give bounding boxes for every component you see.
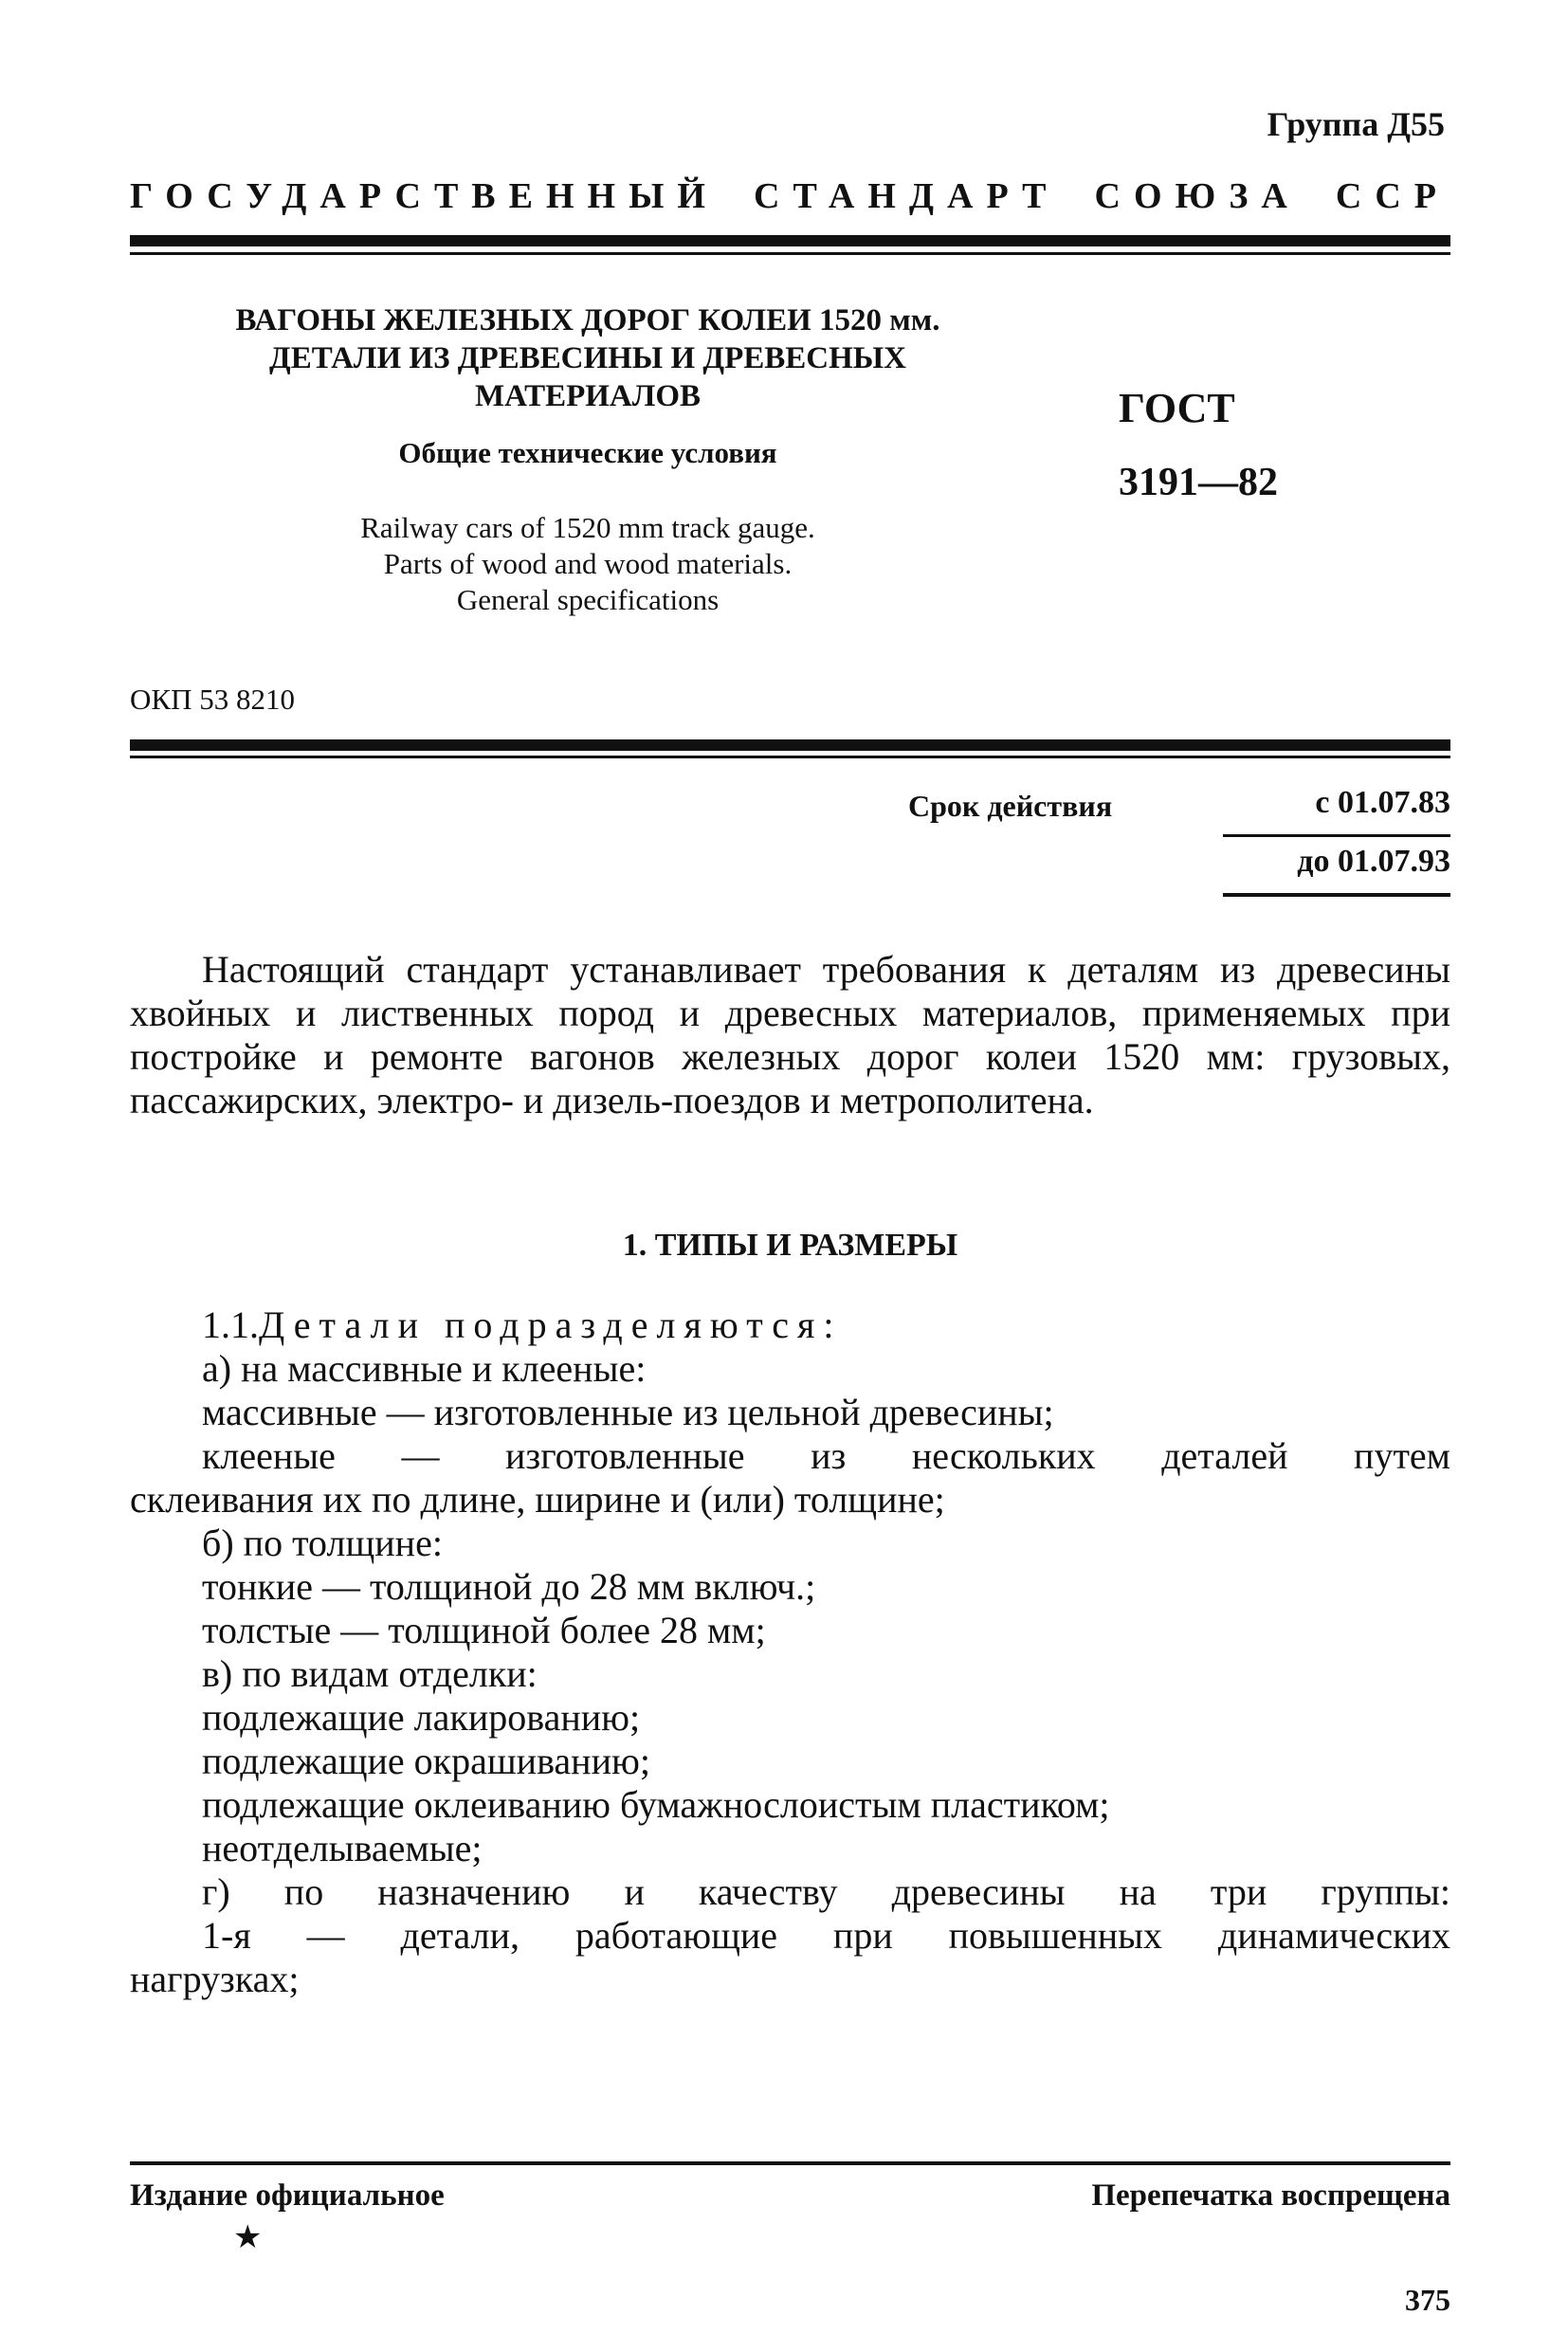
state-standard-word: ГОСУДАРСТВЕННЫЙ bbox=[130, 176, 719, 216]
list-item: толстые — толщиной более 28 мм; bbox=[202, 1609, 766, 1651]
list-item: подлежащие окрашиванию; bbox=[202, 1740, 650, 1782]
star-icon: ★ bbox=[233, 2220, 263, 2255]
state-standard-word: СОЮЗА bbox=[1094, 176, 1301, 216]
clause-line bbox=[130, 1303, 1450, 1347]
list-item: массивные — изготовленные из цельной древесины; bbox=[202, 1391, 1054, 1433]
gost-label: ГОСТ bbox=[1119, 385, 1235, 431]
okp-thin-rule bbox=[130, 756, 1450, 758]
footer-rule bbox=[130, 2161, 1450, 2165]
state-standard-word: СТАНДАРТ bbox=[754, 176, 1060, 216]
reprint-prohibited: Перепечатка воспрещена bbox=[1091, 2178, 1450, 2213]
validity-label: Срок действия bbox=[908, 789, 1113, 823]
english-title bbox=[133, 510, 1043, 618]
validity-rule bbox=[1223, 834, 1450, 837]
okp-code: ОКП 53 8210 bbox=[130, 683, 295, 716]
list-item: неотделываемые; bbox=[202, 1827, 483, 1869]
okp-thick-rule bbox=[130, 739, 1450, 751]
list-item: подлежащие лакированию; bbox=[202, 1696, 641, 1739]
list-item: г) по назначению и качеству древесины на три группы: bbox=[202, 1870, 1450, 1913]
section-heading: 1. ТИПЫ И РАЗМЕРЫ bbox=[622, 1228, 958, 1263]
page-number: 375 bbox=[1405, 2283, 1450, 2317]
gost-number: 3191—82 bbox=[1119, 461, 1278, 504]
header-thin-rule bbox=[130, 252, 1450, 255]
validity-from: с 01.07.83 bbox=[1315, 785, 1450, 820]
english-title-line: Railway cars of 1520 mm track gauge. bbox=[360, 511, 815, 544]
state-standard-heading bbox=[130, 175, 1449, 217]
title-line: МАТЕРИАЛОВ bbox=[474, 379, 702, 413]
title-line: ВАГОНЫ ЖЕЛЕЗНЫХ ДОРОГ КОЛЕИ 1520 мм. bbox=[235, 303, 940, 337]
document-title bbox=[133, 301, 1043, 415]
intro-paragraph bbox=[130, 948, 1450, 1122]
clause-number: 1.1. bbox=[202, 1303, 259, 1346]
list-item: нагрузках; bbox=[130, 1958, 300, 2000]
validity-rule bbox=[1223, 893, 1450, 897]
list-item: подлежащие оклеиванию бумажнослоистым пластиком; bbox=[202, 1783, 1110, 1826]
list-item: клееные — изготовленные из нескольких деталей путем bbox=[202, 1434, 1450, 1477]
official-edition: Издание официальное bbox=[130, 2178, 445, 2213]
document-subtitle: Общие технические условия bbox=[398, 436, 777, 469]
english-title-line: Parts of wood and wood materials. bbox=[383, 547, 793, 580]
section-body bbox=[130, 1303, 1450, 2001]
list-item: тонкие — толщиной до 28 мм включ.; bbox=[202, 1565, 816, 1608]
english-title-line: General specifications bbox=[456, 583, 720, 616]
state-standard-word: ССР bbox=[1335, 176, 1449, 216]
header-thick-rule bbox=[130, 235, 1450, 246]
list-item: склеивания их по длине, ширине и (или) толщине; bbox=[130, 1478, 945, 1521]
list-item: а) на массивные и клееные: bbox=[202, 1347, 647, 1390]
clause-lead: Детали подразделяются: bbox=[259, 1303, 843, 1346]
title-line: ДЕТАЛИ ИЗ ДРЕВЕСИНЫ И ДРЕВЕСНЫХ bbox=[268, 341, 907, 375]
list-item: б) по толщине: bbox=[202, 1522, 443, 1564]
group-code: Группа Д55 bbox=[1267, 105, 1445, 143]
list-item: в) по видам отделки: bbox=[202, 1652, 538, 1695]
intro-text: Настоящий стандарт устанавливает требования к деталям из древесины хвойных и лиственных пород и древесных материалов, применяемых при постройке и ремонте вагонов железных дорог колеи 1520 мм: грузовых, пассажирских, электро- и дизель-поездов и метрополитена. bbox=[130, 948, 1450, 1121]
list-item: 1-я — детали, работающие при повышенных динамических bbox=[202, 1914, 1450, 1957]
validity-to: до 01.07.93 bbox=[1297, 844, 1450, 879]
